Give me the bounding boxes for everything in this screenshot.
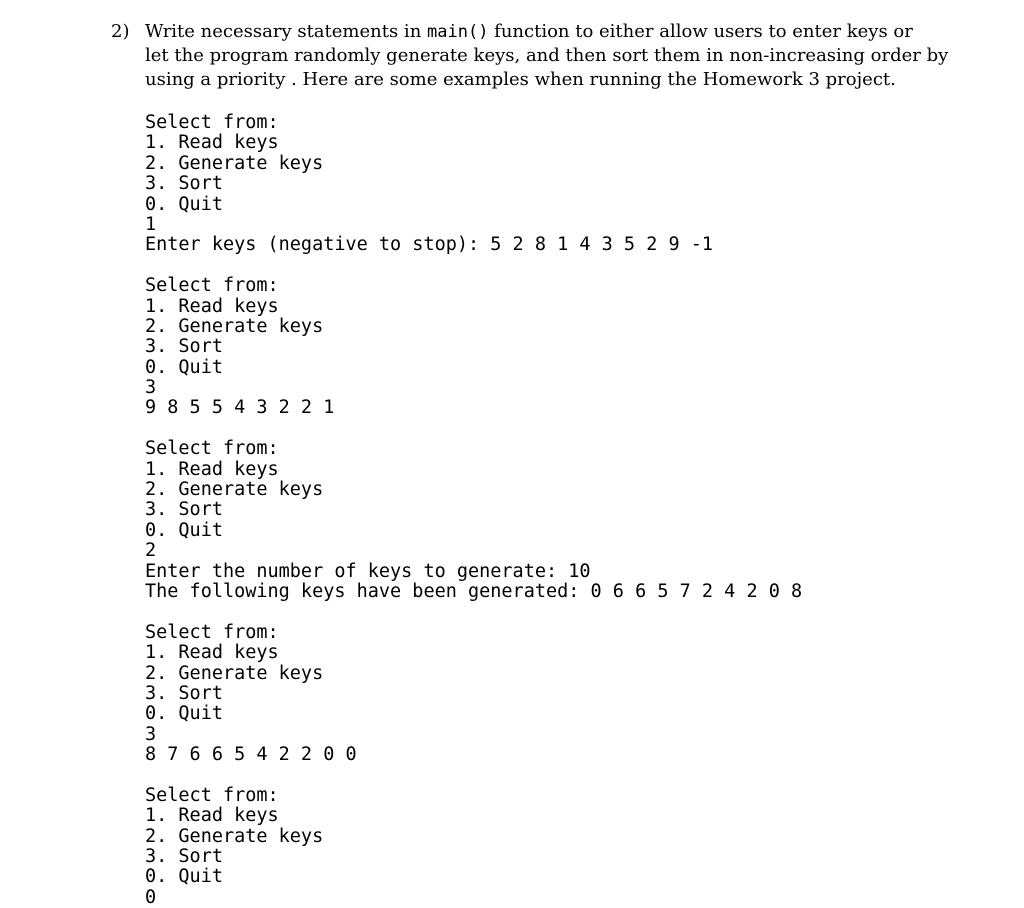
console-line: 3. Sort	[145, 173, 223, 195]
console-line: 2. Generate keys	[145, 315, 324, 337]
console-line: 3. Sort	[145, 846, 223, 868]
console-line: Select from:	[145, 275, 279, 297]
question-line-1	[145, 20, 925, 44]
console-line: 0	[145, 886, 157, 908]
console-line: 0. Quit	[145, 866, 223, 888]
console-line: 0. Quit	[145, 703, 223, 725]
console-line: 1. Read keys	[145, 805, 279, 827]
console-line: 2. Generate keys	[145, 662, 324, 684]
console-line: 2. Generate keys	[145, 825, 324, 847]
console-line: 1. Read keys	[145, 642, 279, 664]
console-session-3	[145, 439, 802, 602]
question-number: 2)	[111, 21, 130, 42]
main-function-code: main()	[427, 22, 489, 42]
console-line: Enter keys (negative to stop): 5 2 8 1 4 3 5 2 9 -1	[145, 234, 714, 256]
console-line: 2	[145, 540, 157, 562]
console-line: Select from:	[145, 438, 279, 460]
console-line: 3. Sort	[145, 336, 223, 358]
console-line: Select from:	[145, 621, 279, 643]
console-line: 3. Sort	[145, 682, 223, 704]
console-line: 3. Sort	[145, 499, 223, 521]
console-line: The following keys have been generated: 0 6 6 5 7 2 4 2 0 8	[145, 580, 803, 602]
console-line: 2. Generate keys	[145, 479, 324, 501]
question-line-2: let the program randomly generate keys, and then sort them in non-increasing order by	[145, 45, 949, 66]
console-line: 0. Quit	[145, 519, 223, 541]
question-line-3: using a priority . Here are some examples when running the Homework 3 project.	[145, 69, 896, 90]
console-line: Enter the number of keys to generate: 10	[145, 560, 591, 582]
console-session-1	[145, 113, 802, 256]
console-session-2	[145, 276, 802, 419]
console-line: 0. Quit	[145, 193, 223, 215]
console-line: 1. Read keys	[145, 295, 279, 317]
console-line: Select from:	[145, 784, 279, 806]
question-text	[145, 20, 949, 92]
console-output	[145, 113, 802, 908]
console-line: 9 8 5 5 4 3 2 2 1	[145, 397, 335, 419]
console-session-4	[145, 623, 802, 766]
console-line: 8 7 6 6 5 4 2 2 0 0	[145, 744, 357, 766]
console-session-5	[145, 786, 802, 908]
console-line: 0. Quit	[145, 356, 223, 378]
console-line: 2. Generate keys	[145, 152, 324, 174]
console-line: 1. Read keys	[145, 132, 279, 154]
console-line: 3	[145, 723, 157, 745]
console-line: Select from:	[145, 112, 279, 133]
console-line: 1	[145, 213, 157, 235]
console-line: 1. Read keys	[145, 458, 279, 480]
question-line-1-start: Write necessary statements in	[145, 21, 428, 42]
console-line: 3	[145, 377, 157, 399]
question-line-1-end: function to either allow users to enter keys or	[488, 21, 913, 42]
